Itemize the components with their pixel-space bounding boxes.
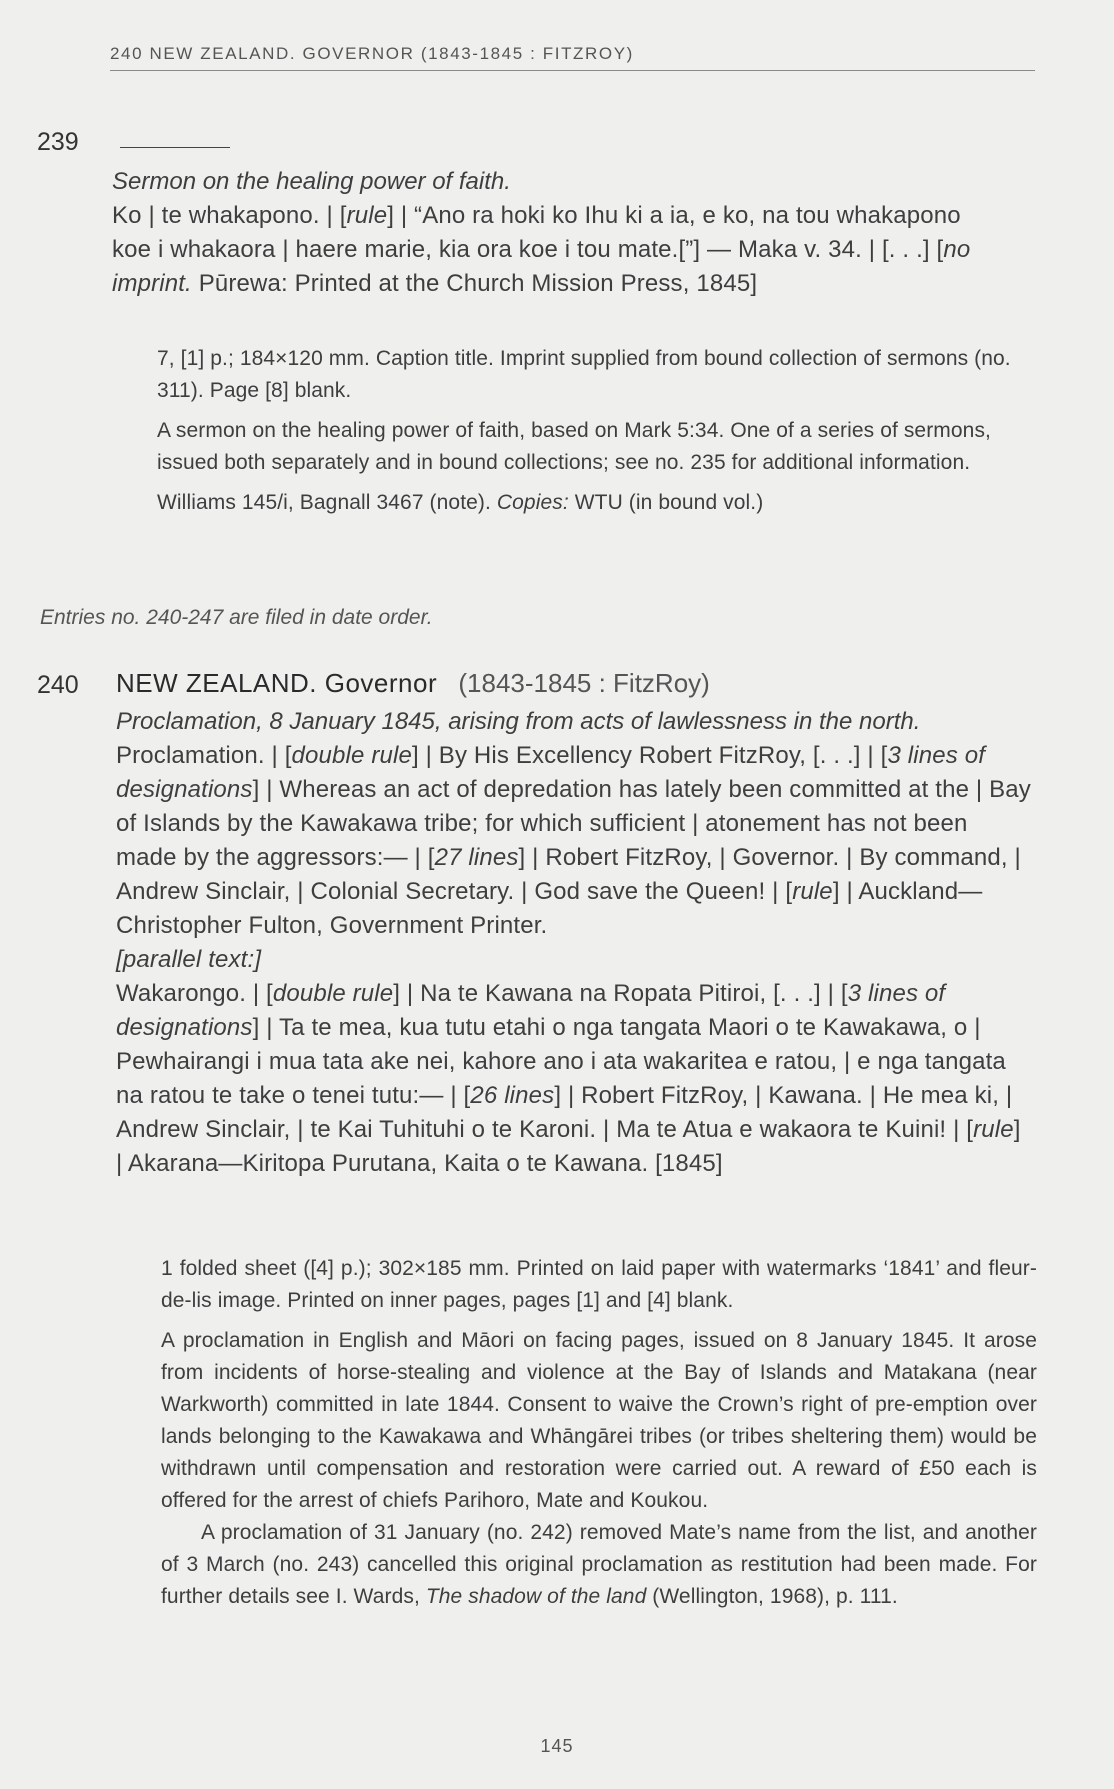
entry-239-physical: 7, [1] p.; 184×120 mm. Caption title. Imprint supplied from bound collection of sermons (no. 311). Page [8] blank. — [157, 347, 1011, 402]
running-head: 240 NEW ZEALAND. GOVERNOR (1843-1845 : FITZROY) — [110, 44, 1035, 71]
text-segment: Wakarongo. | [ — [116, 980, 273, 1007]
entry-239-description: A sermon on the healing power of faith, based on Mark 5:34. One of a series of sermons, issued both separately and in bound collections; see no. 235 for additional information. — [157, 419, 991, 474]
text-segment: ] | “Ano ra hoki ko Ihu ki a ia, e ko, na tou whakapono koe i whakaora | haere marie, kia ora koe i tou mate.[”] — Maka v. 34. | [. . .] [ — [112, 202, 961, 263]
text-segment: ] | By His Excellency Robert FitzRoy, [. . .] | [ — [411, 742, 888, 769]
italic-segment: rule — [973, 1116, 1014, 1143]
text-segment: (Wellington, 1968), p. 111. — [646, 1585, 898, 1608]
text-segment: ] | Akarana—Kiritopa Purutana, Kaita o te Kawana. [1845] — [116, 1116, 1021, 1177]
italic-segment: 26 lines — [470, 1082, 555, 1109]
entry-239-notes — [157, 343, 1035, 527]
entry-240-description-2 — [161, 1517, 1037, 1613]
entry-240-description-1: A proclamation in English and Māori on facing pages, issued on 8 January 1845. It arose from incidents of horse-stealing and violence at the Bay of Islands and Matakana (near Warkworth) committed in late 1844. Consent to waive the Crown’s right of pre-emption over lands belonging to the Kawakawa and Whāngārei tribes (or tribes sheltering them) would be withdrawn until compensation and restoration were carried out. A reward of £50 each is offered for the arrest of chiefs Parihoro, Mate and Koukou. — [161, 1329, 1037, 1512]
entry-240-heading-dates: (1843-1845 : FitzRoy) — [458, 668, 710, 698]
italic-segment: rule — [792, 878, 833, 905]
italic-segment: Copies: — [496, 491, 569, 514]
text-segment: Ko | te whakapono. | [ — [112, 202, 347, 229]
entry-240-physical: 1 folded sheet ([4] p.); 302×185 mm. Printed on laid paper with watermarks ‘1841’ and fleur-de-lis image. Printed on inner pages, pages [1] and [4] blank. — [161, 1257, 1037, 1312]
text-segment: Proclamation. | [ — [116, 742, 292, 769]
page-number: 145 — [540, 1736, 574, 1756]
italic-segment: no imprint. — [112, 236, 971, 297]
entry-239-body — [112, 165, 982, 301]
entry-239-transcription — [112, 199, 982, 301]
text-segment: ] | Na te Kawana na Ropata Pitiroi, [. . .] | [ — [393, 980, 848, 1007]
italic-segment: 27 lines — [434, 844, 519, 871]
italic-segment: 3 lines of designations — [116, 980, 946, 1041]
entry-240-body — [116, 705, 1031, 1181]
text-segment: Pūrewa: Printed at the Church Mission Press, 1845] — [191, 270, 758, 297]
text-segment: ] | Robert FitzRoy, | Kawana. | He mea ki, | Andrew Sinclair, | te Kai Tuhituhi o te Karoni. | Ma te Atua e wakaora te Kuini! | [ — [116, 1082, 1013, 1143]
entry-240-title: Proclamation, 8 January 1845, arising from acts of lawlessness in the north. — [116, 708, 921, 735]
entry-239-title: Sermon on the healing power of faith. — [112, 168, 511, 195]
text-segment: ] | Whereas an act of depredation has lately been committed at the | Bay of Islands by the Kawakawa tribe; for which sufficient | atonement has not been made by the aggressors:— | [ — [116, 776, 1031, 871]
entry-240-maori — [116, 977, 1031, 1181]
entry-number-240: 240 — [37, 671, 79, 699]
italic-segment: rule — [346, 202, 388, 229]
text-segment: ] | Robert FitzRoy, | Governor. | By command, | Andrew Sinclair, | Colonial Secretary. | God save the Queen! | [ — [116, 844, 1021, 905]
entry-240-heading — [116, 668, 710, 699]
italic-segment: double rule — [272, 980, 394, 1007]
entry-number-239: 239 — [37, 128, 79, 156]
italic-segment: double rule — [291, 742, 412, 769]
entry-239-refs — [157, 487, 1035, 519]
text-segment: ] | Ta te mea, kua tutu etahi o nga tangata Maori o te Kawakawa, o | Pewhairangi i mua tata ake nei, kahore ano i ata wakaritea e ratou, | e nga tangata na ratou te take o tenei tutu:— | [ — [116, 1014, 1006, 1109]
entry-240-english — [116, 739, 1031, 943]
italic-segment: 3 lines of designations — [116, 742, 986, 803]
entry-240-parallel-label: [parallel text:] — [116, 946, 262, 973]
text-segment: Williams 145/i, Bagnall 3467 (note). — [157, 491, 497, 514]
text-segment: ] | Auckland—Christopher Fulton, Government Printer. — [116, 878, 983, 939]
italic-segment: The shadow of the land — [425, 1585, 647, 1608]
entry-240-notes — [161, 1253, 1037, 1621]
entry-240-heading-name: NEW ZEALAND. Governor — [116, 668, 438, 698]
dash-rule — [120, 147, 230, 148]
filing-note: Entries no. 240-247 are filed in date order. — [40, 606, 433, 629]
text-segment: A proclamation of 31 January (no. 242) removed Mate’s name from the list, and another of 3 March (no. 243) cancelled this original proclamation as restitution had been made. For further details see I. Wards, — [161, 1521, 1037, 1608]
text-segment: WTU (in bound vol.) — [568, 491, 764, 514]
